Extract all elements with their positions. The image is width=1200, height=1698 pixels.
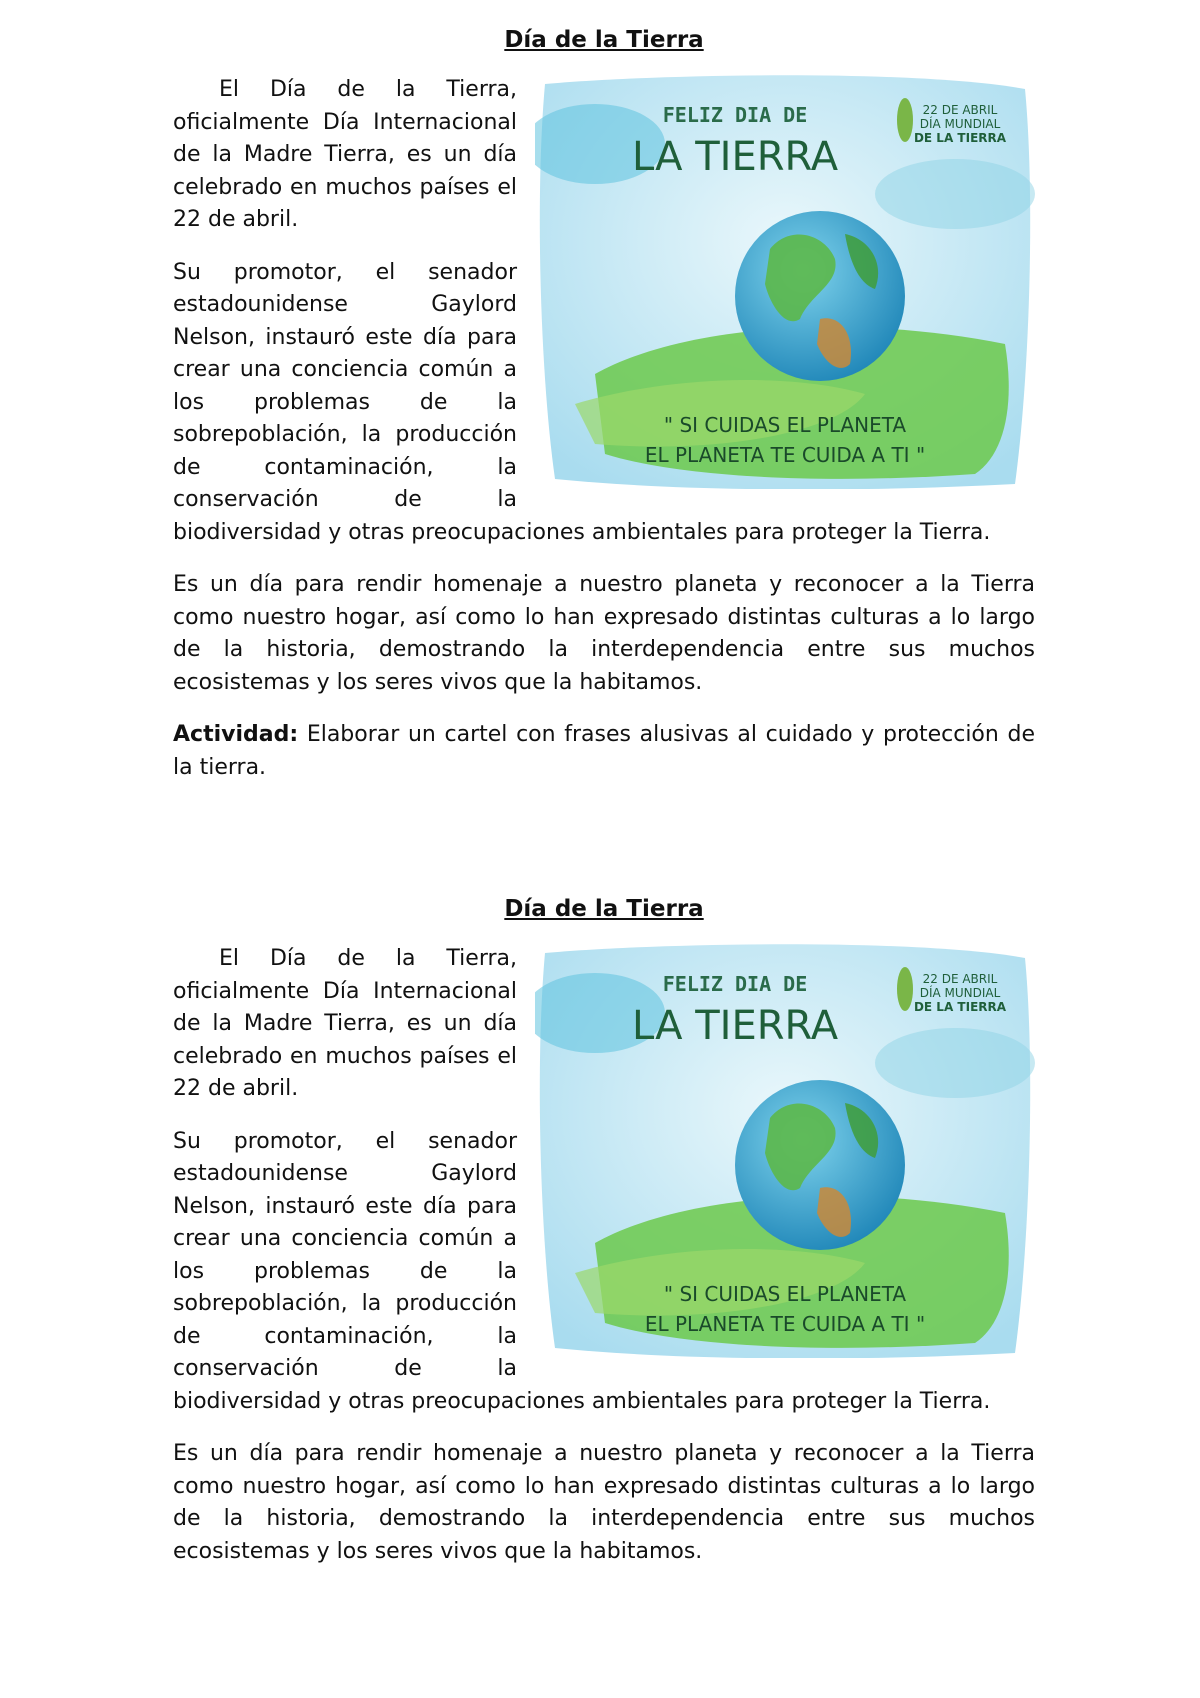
homage-paragraph: Es un día para rendir homenaje a nuestro planeta y reconocer a la Tierra como nuestro hogar, así como lo han expresado distintas culturas a lo largo de la historia, demostrando la interdependencia entre sus muchos ecosistemas y los seres vivos que la habitamos. [173, 572, 1035, 695]
homage-paragraph-2: Es un día para rendir homenaje a nuestro planeta y reconocer a la Tierra como nuestro hogar, así como lo han expresado distintas culturas a lo largo de la historia, demostrando la interdependencia entre sus muchos ecosistemas y los seres vivos que la habitamos. [173, 1441, 1035, 1564]
activity-label: Actividad: [173, 722, 299, 747]
poster-headline-big-2: LA TIERRA [631, 1003, 839, 1049]
poster-quote-line-1: " SI CUIDAS EL PLANETA [663, 413, 907, 437]
earth-day-poster-2 [535, 943, 1035, 1358]
poster-headline-big: LA TIERRA [631, 134, 839, 180]
poster-illustration [535, 74, 1035, 489]
poster-headline-small-2: FELIZ DIA DE [662, 972, 808, 996]
poster-badge-line-2-2: DÍA MUNDIAL [919, 986, 1001, 1000]
intro-paragraph: El Día de la Tierra, oficialmente Día Internacional de la Madre Tierra, es un día celebrado en muchos países el 22 de abril. [173, 77, 517, 232]
poster-badge-line-3-2: DE LA TIERRA [913, 1000, 1007, 1014]
promoter-paragraph-2: Su promotor, el senador estadounidense Gaylord Nelson, instauró este día para crear una conciencia común a los problemas de la sobrepoblación, la producción de contaminación, la conservación de la biodiversidad y otras preocupaciones ambientales para proteger la Tierra. [173, 1128, 991, 1414]
poster-badge-line-2: DÍA MUNDIAL [919, 117, 1001, 131]
poster-badge-line-1-2: 22 DE ABRIL [922, 972, 998, 986]
promoter-paragraph: Su promotor, el senador estadounidense Gaylord Nelson, instauró este día para crear una conciencia común a los problemas de la sobrepoblación, la producción de contaminación, la conservación de la biodiversidad y otras preocupaciones ambientales para proteger la Tierra. [173, 259, 991, 545]
poster-quote-line-2-2: EL PLANETA TE CUIDA A TI " [644, 1312, 926, 1336]
section-2 [173, 893, 1035, 1588]
activity-paragraph [173, 719, 1035, 784]
poster-illustration-2 [535, 943, 1035, 1358]
poster-badge-line-1: 22 DE ABRIL [922, 103, 998, 117]
poster-headline-small: FELIZ DIA DE [662, 103, 808, 127]
page-title: Día de la Tierra [504, 27, 704, 53]
page-title-2: Día de la Tierra [504, 896, 704, 922]
section-1 [173, 24, 1035, 804]
poster-quote-line-2: EL PLANETA TE CUIDA A TI " [644, 443, 926, 467]
intro-paragraph-2: El Día de la Tierra, oficialmente Día Internacional de la Madre Tierra, es un día celebrado en muchos países el 22 de abril. [173, 946, 517, 1101]
activity-text: Elaborar un cartel con frases alusivas al cuidado y protección de la tierra. [173, 722, 1035, 780]
poster-quote-line-1-2: " SI CUIDAS EL PLANETA [663, 1282, 907, 1306]
poster-badge-line-3: DE LA TIERRA [913, 131, 1007, 145]
earth-day-poster [535, 74, 1035, 489]
